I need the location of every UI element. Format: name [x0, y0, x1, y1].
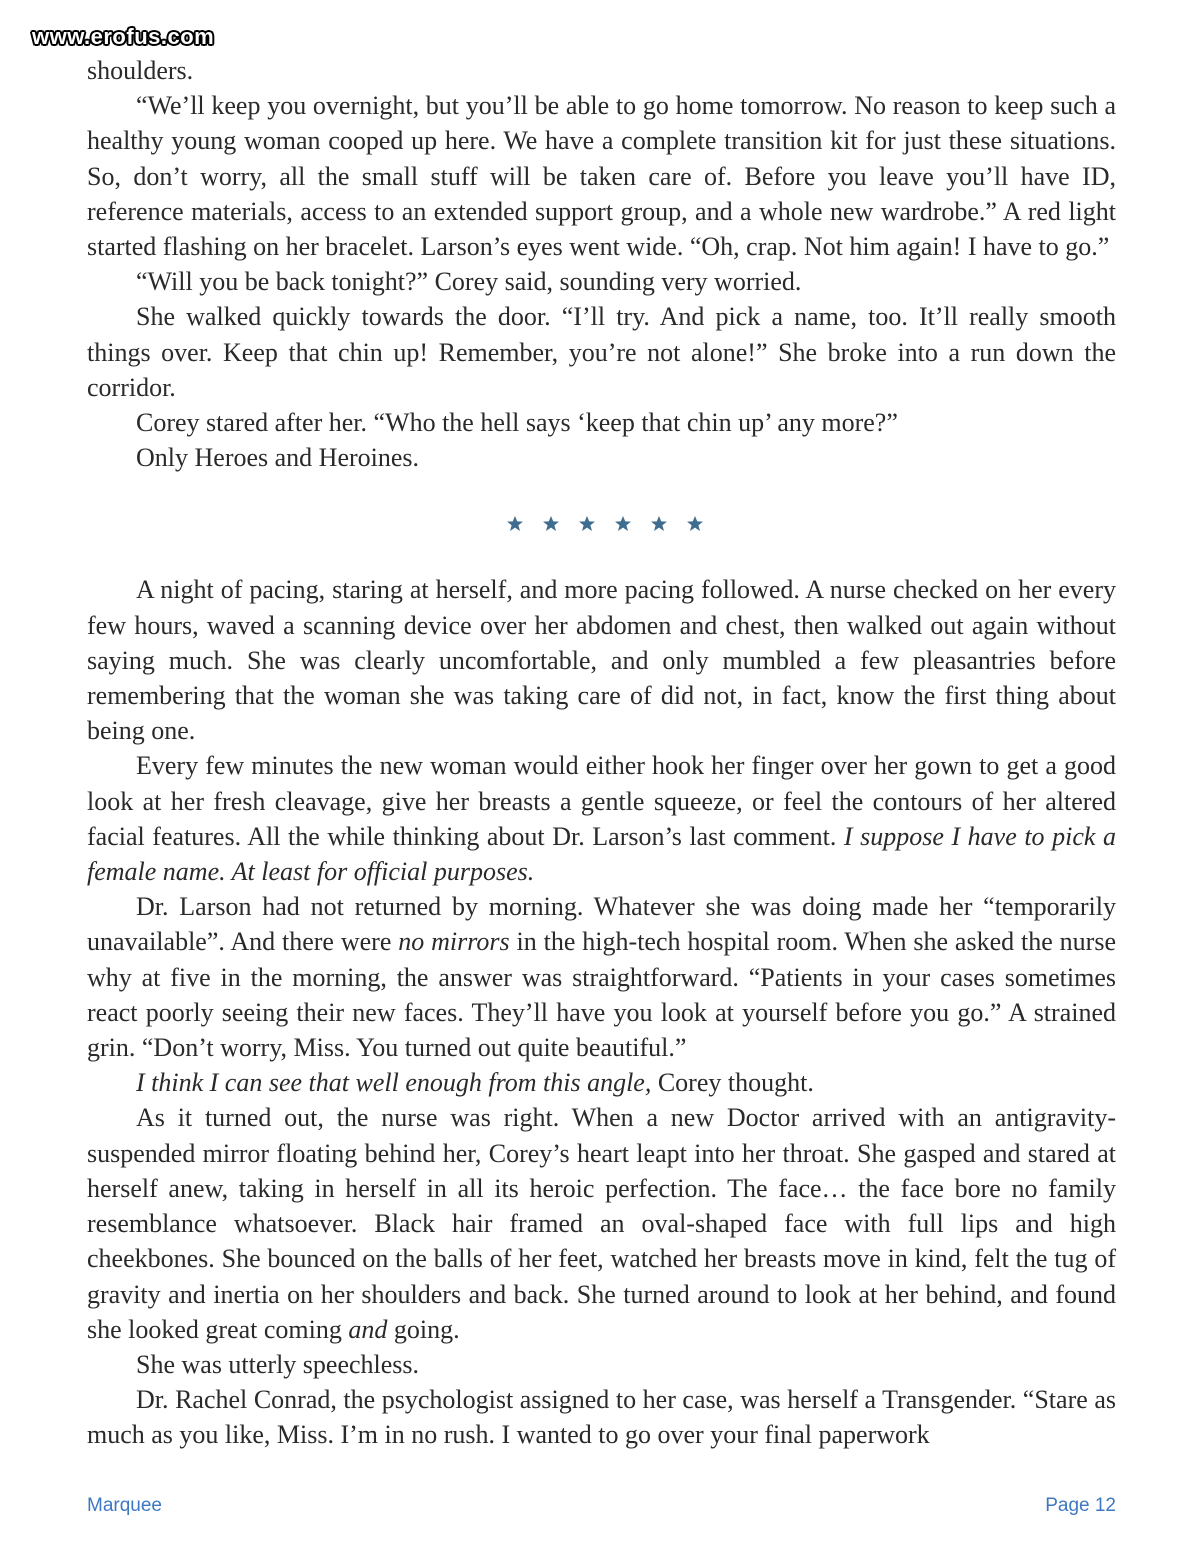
footer-page-number: Page 12 [1045, 1495, 1116, 1516]
italic-text: I suppose I have to pick a female name. At least for official purposes. [87, 821, 1116, 887]
paragraph [87, 440, 1116, 475]
star-icon [505, 514, 525, 534]
italic-text: I think I can see that well enough from this angle, [136, 1068, 652, 1098]
star-icon [541, 514, 561, 534]
footer-publication: Marquee [87, 1495, 162, 1516]
text-run: Only Heroes and Heroines. [136, 443, 420, 473]
text-run: She walked quickly towards the door. “I’ll try. And pick a name, too. It’ll really smooth things over. Keep that chin up! Remember, you’re not alone!” She broke into a run down the corridor. [87, 302, 1116, 402]
text-run: Corey thought. [651, 1068, 814, 1098]
paragraph [87, 1065, 1116, 1100]
text-run: in the high-tech hospital room. When she asked the nurse why at five in the morning, the answer was straightforward. “Patients in your cases sometimes react poorly seeing their new faces. They’ll have you look at yourself before you go.” A strained grin. “Don’t worry, Miss. You turned out quite beautiful.” [87, 927, 1116, 1063]
paragraph [87, 572, 1116, 748]
section-divider [87, 475, 1116, 572]
text-run: Dr. Rachel Conrad, the psychologist assigned to her case, was herself a Transgender. “Stare as much as you like, Miss. I’m in no rush. I wanted to go over your final paperwork [87, 1385, 1116, 1450]
paragraph [87, 299, 1116, 405]
paragraph [87, 889, 1116, 1065]
text-run: She was utterly speechless. [136, 1349, 420, 1379]
paragraph [87, 264, 1116, 299]
page-body [87, 53, 1116, 1453]
paragraph [87, 1100, 1116, 1346]
text-run: shoulders. [87, 56, 194, 85]
text-run: going. [387, 1314, 460, 1344]
text-run: A night of pacing, staring at herself, and more pacing followed. A nurse checked on her every few hours, waved a scanning device over her abdomen and chest, then walked out again without saying much. She was clearly uncomfortable, and only mumbled a few pleasantries before remembering that the woman she was taking care of did not, in fact, know the first thing about being one. [87, 575, 1116, 746]
star-icon [649, 514, 669, 534]
italic-text: no mirrors [398, 927, 510, 957]
text-run: Every few minutes the new woman would either hook her finger over her gown to get a good look at her fresh cleavage, give her breasts a gentle squeeze, or feel the contours of her altered facial features. All the while thinking about Dr. Larson’s last comment. [87, 751, 1116, 851]
paragraph [87, 1382, 1116, 1452]
text-section-before [87, 53, 1116, 475]
paragraph [87, 405, 1116, 440]
star-icon [577, 514, 597, 534]
star-icon [685, 514, 705, 534]
italic-text: and [348, 1314, 388, 1344]
paragraph [87, 53, 1116, 88]
paragraph [87, 88, 1116, 264]
text-run: Dr. Larson had not returned by morning. Whatever she was doing made her “temporarily unavailable”. And there were [87, 892, 1116, 957]
text-run: “Will you be back tonight?” Corey said, sounding very worried. [136, 267, 802, 297]
text-run: “We’ll keep you overnight, but you’ll be able to go home tomorrow. No reason to keep such a healthy young woman cooped up here. We have a complete transition kit for just these situations. So, don’t worry, all the small stuff will be taken care of. Before you leave you’ll have ID, reference materials, access to an extended support group, and a whole new wardrobe.” A red light started flashing on her bracelet. Larson’s eyes went wide. “Oh, crap. Not him again! I have to go.” [87, 91, 1116, 262]
paragraph [87, 1347, 1116, 1382]
watermark-logo: www.erofus.com [32, 24, 215, 49]
text-run: Corey stared after her. “Who the hell says ‘keep that chin up’ any more?” [136, 408, 898, 438]
page-footer [87, 1495, 1116, 1517]
paragraph [87, 748, 1116, 889]
text-run: As it turned out, the nurse was right. When a new Doctor arrived with an antigravity-suspended mirror floating behind her, Corey’s heart leapt into her throat. She gasped and stared at herself anew, taking in herself in all its heroic perfection. The face… the face bore no family resemblance whatsoever. Black hair framed an oval-shaped face with full lips and high cheekbones. She bounced on the balls of her feet, watched her breasts move in kind, felt the tug of gravity and inertia on her shoulders and back. She turned around to look at her behind, and found she looked great coming [87, 1103, 1116, 1344]
star-icon [613, 514, 633, 534]
text-section-after [87, 572, 1116, 1452]
